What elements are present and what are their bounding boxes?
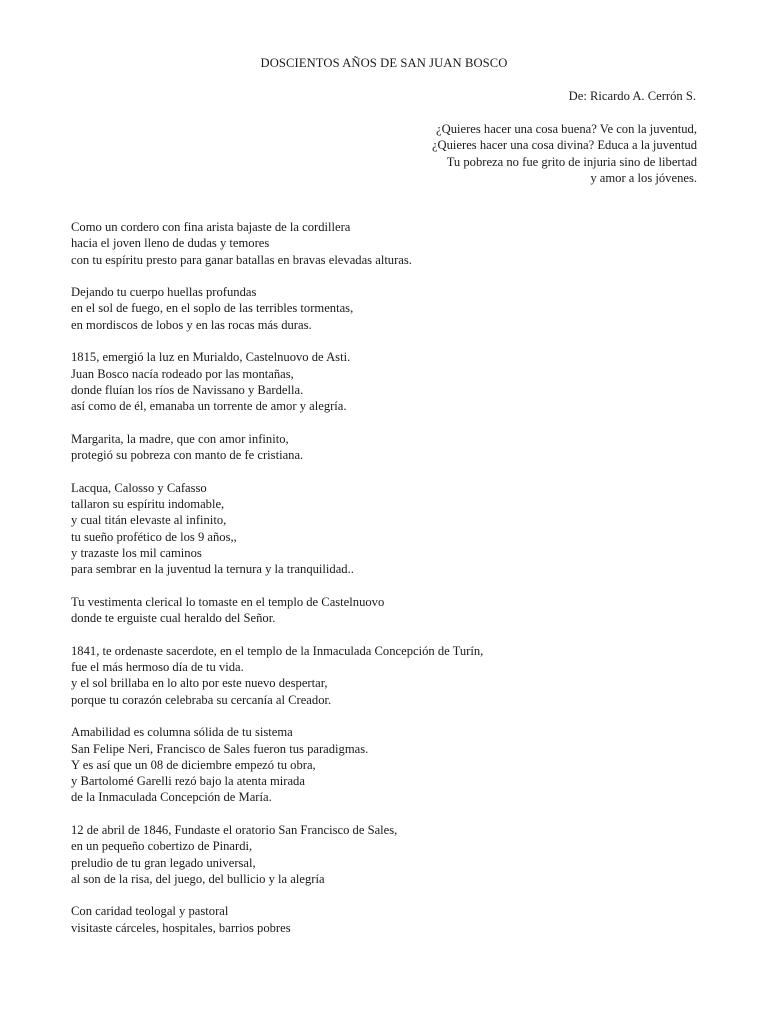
epigraph-line: Tu pobreza no fue grito de injuria sino de libertad [446,154,697,169]
epigraph-line: ¿Quieres hacer una cosa buena? Ve con la juventud, [436,122,697,136]
verse-line: donde fluían los ríos de Navissano y Bardella. [71,382,304,397]
verse-line: visitaste cárceles, hospitales, barrios pobres [71,920,291,935]
verse-line: 1841, te ordenaste sacerdote, en el templo de la Inmaculada Concepción de Turín, [71,643,484,658]
verse-line: donde te erguiste cual heraldo del Señor. [71,611,276,626]
verse-line: de la Inmaculada Concepción de María. [71,790,272,805]
epigraph [432,121,697,186]
verse-line: en un pequeño cobertizo de Pinardi, [71,839,253,854]
stanza [71,480,711,578]
stanza [71,431,711,464]
verse-line: San Felipe Neri, Francisco de Sales fueron tus paradigmas. [71,741,369,756]
stanza [71,349,711,414]
verse-line: en el sol de fuego, en el soplo de las terribles tormentas, [71,301,354,316]
stanza [71,822,711,887]
verse-line: Juan Bosco nacía rodeado por las montañas, [71,366,294,381]
verse-line: Amabilidad es columna sólida de tu sistema [71,725,293,740]
verse-line: fue el más hermoso día de tu vida. [71,660,244,675]
verse-line: 1815, emergió la luz en Murialdo, Castelnuovo de Asti. [71,350,351,365]
stanza [71,724,711,805]
verse-line: Con caridad teologal y pastoral [71,904,229,919]
stanza [71,643,711,708]
verse-line: para sembrar en la juventud la ternura y la tranquilidad.. [71,562,354,577]
document-title: DOSCIENTOS AÑOS DE SAN JUAN BOSCO [260,56,508,70]
verse-line: y Bartolomé Garelli rezó bajo la atenta mirada [71,774,305,789]
verse-line: 12 de abril de 1846, Fundaste el oratorio San Francisco de Sales, [71,822,398,837]
verse-line: porque tu corazón celebraba su cercanía al Creador. [71,692,332,707]
verse-line: con tu espíritu presto para ganar batallas en bravas elevadas alturas. [71,252,412,267]
verse-line: protegió su pobreza con manto de fe cristiana. [71,448,304,463]
verse-line: Dejando tu cuerpo huellas profundas [71,285,257,300]
verse-line: hacia el joven lleno de dudas y temores [71,236,270,251]
verse-line: y el sol brillaba en lo alto por este nuevo despertar, [71,676,328,691]
verse-line: y trazaste los mil caminos [71,545,202,560]
verse-line: Y es así que un 08 de diciembre empezó tu obra, [71,757,316,772]
stanza [71,219,711,268]
stanza [71,903,711,936]
epigraph-line: y amor a los jóvenes. [590,170,697,185]
verse-line: preludio de tu gran legado universal, [71,855,256,870]
stanza [71,284,711,333]
verse-line: Como un cordero con fina arista bajaste de la cordillera [71,220,351,234]
verse-line: tu sueño profético de los 9 años,, [71,529,237,544]
verse-line: así como de él, emanaba un torrente de amor y alegría. [71,399,347,414]
verse-line: Margarita, la madre, que con amor infinito, [71,431,289,446]
epigraph-line: ¿Quieres hacer una cosa divina? Educa a la juventud [431,138,697,153]
verse-line: y cual titán elevaste al infinito, [71,513,227,528]
poem-body [71,219,711,952]
verse-line: tallaron su espíritu indomable, [71,497,225,512]
author-line: De: Ricardo A. Cerrón S. [568,89,696,103]
stanza [71,594,711,627]
verse-line: Tu vestimenta clerical lo tomaste en el templo de Castelnuovo [71,594,385,609]
verse-line: Lacqua, Calosso y Cafasso [71,480,207,495]
verse-line: en mordiscos de lobos y en las rocas más duras. [71,317,312,332]
verse-line: al son de la risa, del juego, del bullicio y la alegría [71,871,325,886]
